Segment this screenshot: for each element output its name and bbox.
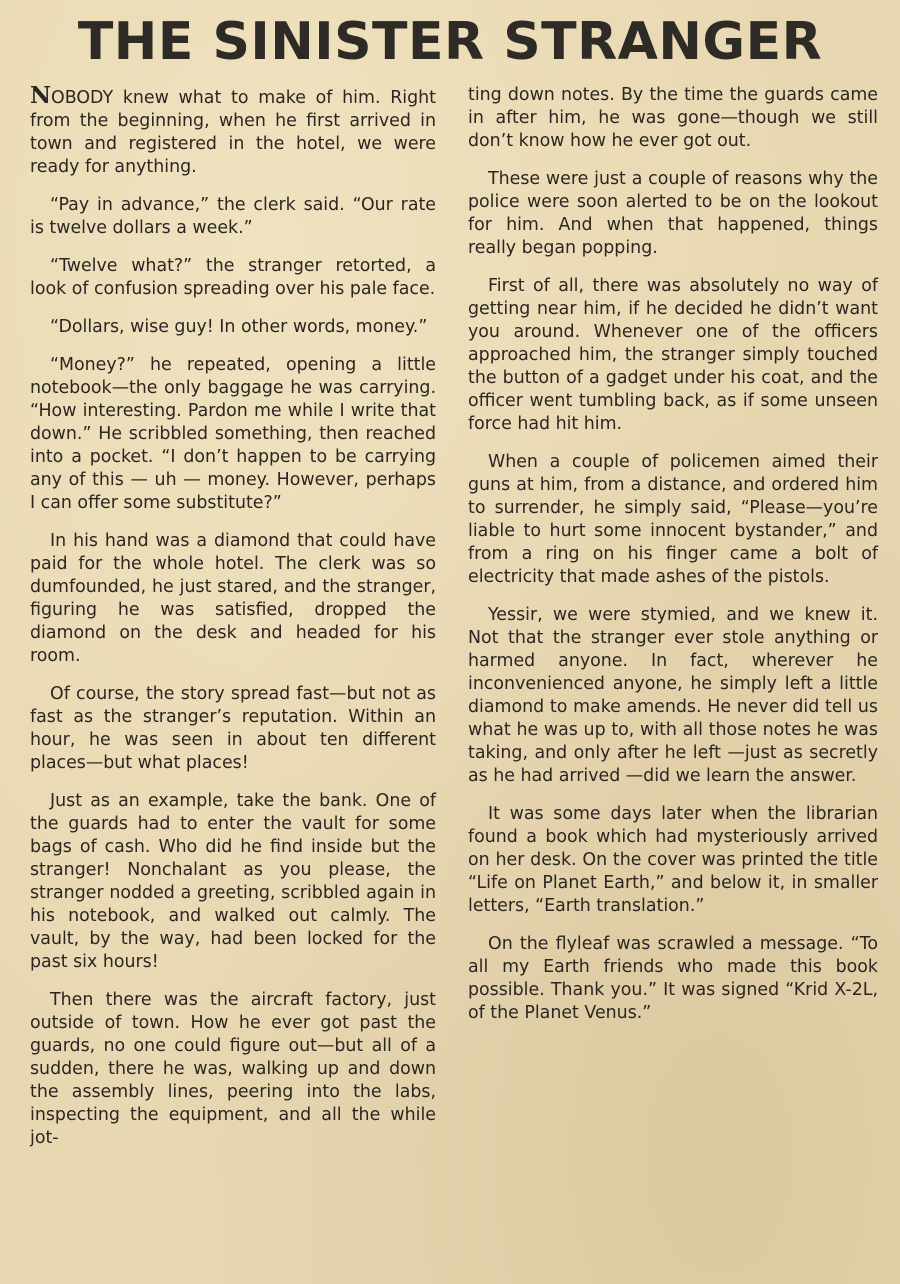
paragraph: When a couple of policemen aimed their guns at him, from a distance, and ordered him to surrender, he simply said, “Please—you’re liable to hurt some innocent bystander,” and from a ring on his finger came a bolt of electricity that made ashes of the pistols. (468, 452, 878, 587)
left-column (30, 84, 436, 1165)
paragraph: It was some days later when the librarian found a book which had mysteriously arrived on her desk. On the cover was printed the title “Life on Planet Earth,” and below it, in smaller letters, “Earth translation.” (468, 804, 878, 916)
right-column (468, 84, 878, 1040)
paragraph: First of all, there was absolutely no way of getting near him, if he decided he didn’t want you around. Whenever one of the officers approached him, the stranger simply touched the button of a gadget under his coat, and the officer went tumbling back, as if some unseen force had hit him. (468, 276, 878, 434)
paragraph: “Dollars, wise guy! In other words, money.” (50, 317, 428, 337)
paragraph: In his hand was a diamond that could have paid for the whole hotel. The clerk was so dumfounded, he just stared, and the stranger, figuring he was satisfied, dropped the diamond on the desk and headed for his room. (30, 531, 436, 666)
paragraph: NOBODY knew what to make of him. Right from the beginning, when he first arrived in town and registered in the hotel, we were ready for anything. (30, 82, 436, 177)
story-title: THE SINISTER STRANGER (77, 12, 823, 72)
drop-cap: N (30, 82, 52, 109)
paragraph: Just as an example, take the bank. One of the guards had to enter the vault for some bags of cash. Who did he find inside but the stranger! Nonchalant as you please, the stranger nodded a greeting, scribbled again in his notebook, and walked out calmly. The vault, by the way, had been locked for the past six hours! (30, 791, 436, 972)
paragraph: “Pay in advance,” the clerk said. “Our rate is twelve dollars a week.” (30, 195, 436, 238)
paragraph: Yessir, we were stymied, and we knew it. Not that the stranger ever stole anything or harmed anyone. In fact, wherever he inconvenienced anyone, he simply left a little diamond to make amends. He never did tell us what he was up to, with all those notes he was taking, and only after he left —just as secretly as he had arrived —did we learn the answer. (468, 605, 878, 786)
paragraph: “Twelve what?” the stranger retorted, a look of confusion spreading over his pale face. (30, 256, 436, 299)
paragraph: Then there was the aircraft factory, just outside of town. How he ever got past the guards, no one could figure out—but all of a sudden, there he was, walking up and down the assembly lines, peering into the labs, inspecting the equipment, and all the while jot- (30, 990, 436, 1148)
paragraph: On the flyleaf was scrawled a message. “To all my Earth friends who made this book possible. Thank you.” It was signed “Krid X-2L, of the Planet Venus.” (468, 934, 878, 1023)
paragraph: “Money?” he repeated, opening a little notebook—the only baggage he was carrying. “How interesting. Pardon me while I write that down.” He scribbled something, then reached into a pocket. “I don’t happen to be carrying any of this — uh — money. However, perhaps I can offer some substitute?” (30, 355, 436, 513)
paragraph: These were just a couple of reasons why the police were soon alerted to be on the lookout for him. And when that happened, things really began popping. (468, 169, 878, 258)
paragraph: ting down notes. By the time the guards came in after him, he was gone—though we still don’t know how he ever got out. (468, 85, 878, 151)
paragraph: Of course, the story spread fast—but not as fast as the stranger’s reputation. Within an hour, he was seen in about ten different places—but what places! (30, 684, 436, 773)
